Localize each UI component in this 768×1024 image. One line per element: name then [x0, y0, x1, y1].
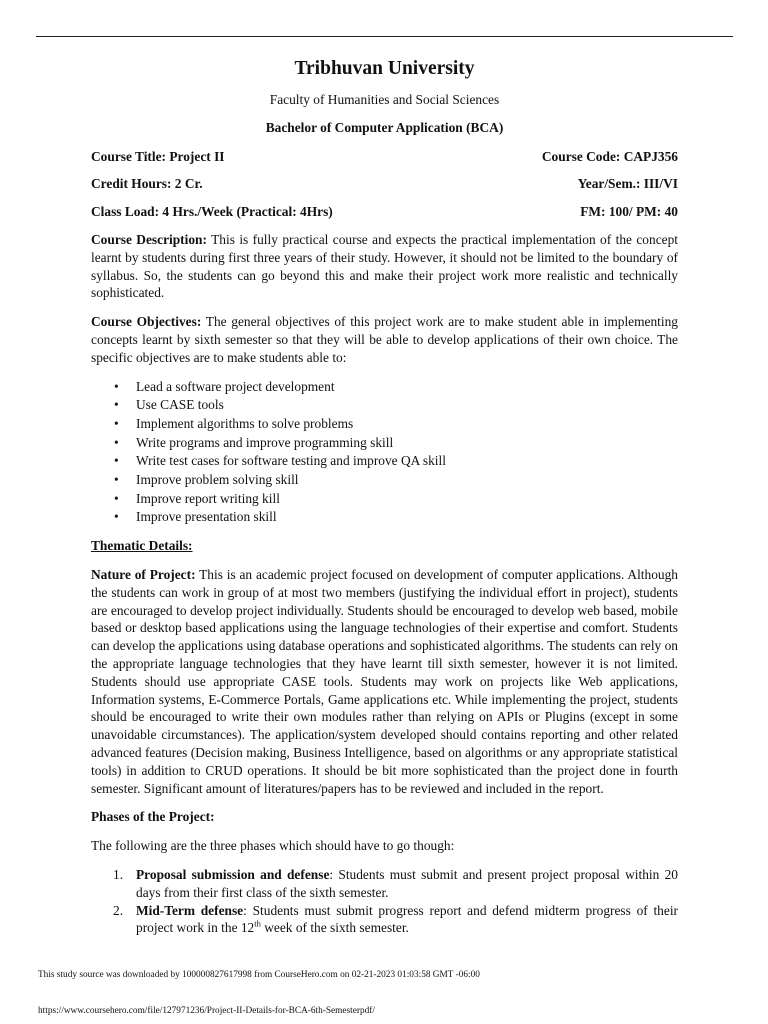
phase-label: Proposal submission and defense — [136, 866, 330, 882]
credit-hours: Credit Hours: 2 Cr. — [91, 176, 203, 192]
course-code: Course Code: CAPJ356 — [541, 148, 678, 164]
nature-of-project-text: This is an academic project focused on development of computer applications. Although the students can work in group of at most two members (justifying the individual effort in project), students are encouraged to develop project individually. Students should be encouraged to develop web based, mobile based or desktop based applications using the language technologies of their expertise and comfort. Students can develop the applications using database operations and sophisticated algorithms. The students can rely on the appropriate language technologies that they have learnt till sixth semester, however it is not limited. Students should use appropriate CASE tools. Students may work on projects like Web applications, Information systems, E-Commerce Portals, Game applications etc. While implementing the project, students should be encouraged to write their own modules rather than relying on APIs or Plugins (except in some unavoidable circumstances). The application/system developed should contains reporting and other related advanced features (Decision making, Business Intelligence, based on algorithms or any appropriate statistical tools) in addition to CRUD operations. It should be bit more sophisticated than the project done in fourth semester. Significant amount of literatures/papers has to be reviewed and included in the report. — [91, 566, 678, 796]
list-item: • Write test cases for software testing and improve QA skill — [91, 452, 678, 471]
list-item: • Implement algorithms to solve problems — [91, 415, 678, 434]
list-item: • Use CASE tools — [91, 396, 678, 415]
course-objectives-label: Course Objectives: — [91, 314, 202, 330]
course-description-label: Course Description: — [91, 231, 207, 247]
course-description — [91, 231, 678, 302]
list-item: • Write programs and improve programming skill — [91, 434, 678, 453]
phases-intro: The following are the three phases which should have to go though: — [91, 838, 455, 854]
phases-heading: Phases of the Project: — [91, 809, 215, 825]
phase-superscript: th — [254, 918, 261, 929]
course-description-text: This is fully practical course and expects the practical implementation of the concept learnt by students during first three years of their study. However, it should not be limited to the boundary of syllabus. So, the students can go beyond this and make their project work more realistic and technically sophisticated. — [91, 231, 678, 301]
list-item: • Improve problem solving skill — [91, 471, 678, 490]
phase-text-end: week of the sixth semester. — [260, 920, 409, 936]
phase-number: 1. — [113, 866, 124, 882]
download-note: This study source was downloaded by 100000827617998 from CourseHero.com on 02-21-2023 01:03:58 GMT -06:00 — [38, 970, 480, 980]
course-objectives — [91, 313, 678, 366]
phase-number: 2. — [113, 902, 124, 918]
meta-row-load — [91, 203, 678, 221]
top-rule — [36, 36, 733, 37]
objectives-list — [91, 378, 678, 528]
full-pass-marks: FM: 100/ PM: 40 — [580, 204, 678, 220]
year-sem: Year/Sem.: III/VI — [577, 176, 678, 192]
thematic-details-heading: Thematic Details: — [91, 538, 193, 554]
faculty-name: Faculty of Humanities and Social Sciences — [269, 92, 500, 107]
list-item: • Lead a software project development — [91, 378, 678, 397]
nature-of-project — [91, 566, 678, 797]
list-item: • Improve presentation skill — [91, 508, 678, 527]
list-item: • Improve report writing kill — [91, 490, 678, 509]
phases-list — [91, 866, 678, 937]
program-name: Bachelor of Computer Application (BCA) — [265, 119, 504, 135]
nature-of-project-label: Nature of Project: — [91, 566, 196, 582]
class-load: Class Load: 4 Hrs./Week (Practical: 4Hrs) — [91, 204, 333, 220]
phase-item — [91, 866, 678, 902]
phase-label: Mid-Term defense — [136, 902, 244, 918]
meta-row-title — [91, 148, 678, 166]
phase-text: : Students must submit progress report and defend midterm progress of their project work in the 12 — [136, 902, 678, 936]
course-objectives-text: The general objectives of this project work are to make student able in implementing concepts learnt by sixth semester so that they will be able to develop applications of their own choice. The specific objectives are to make students able to: — [91, 314, 678, 365]
phase-item — [91, 902, 678, 938]
source-url[interactable]: https://www.coursehero.com/file/127971236/Project-II-Details-for-BCA-6th-Semesterpdf/ — [38, 1006, 375, 1016]
meta-row-credits — [91, 175, 678, 193]
course-title: Course Title: Project II — [91, 148, 225, 164]
phase-text: : Students must submit and present project proposal within 20 days from their first class of the sixth semester. — [136, 866, 679, 900]
document-page — [91, 56, 678, 937]
university-title: Tribhuvan University — [294, 58, 475, 79]
